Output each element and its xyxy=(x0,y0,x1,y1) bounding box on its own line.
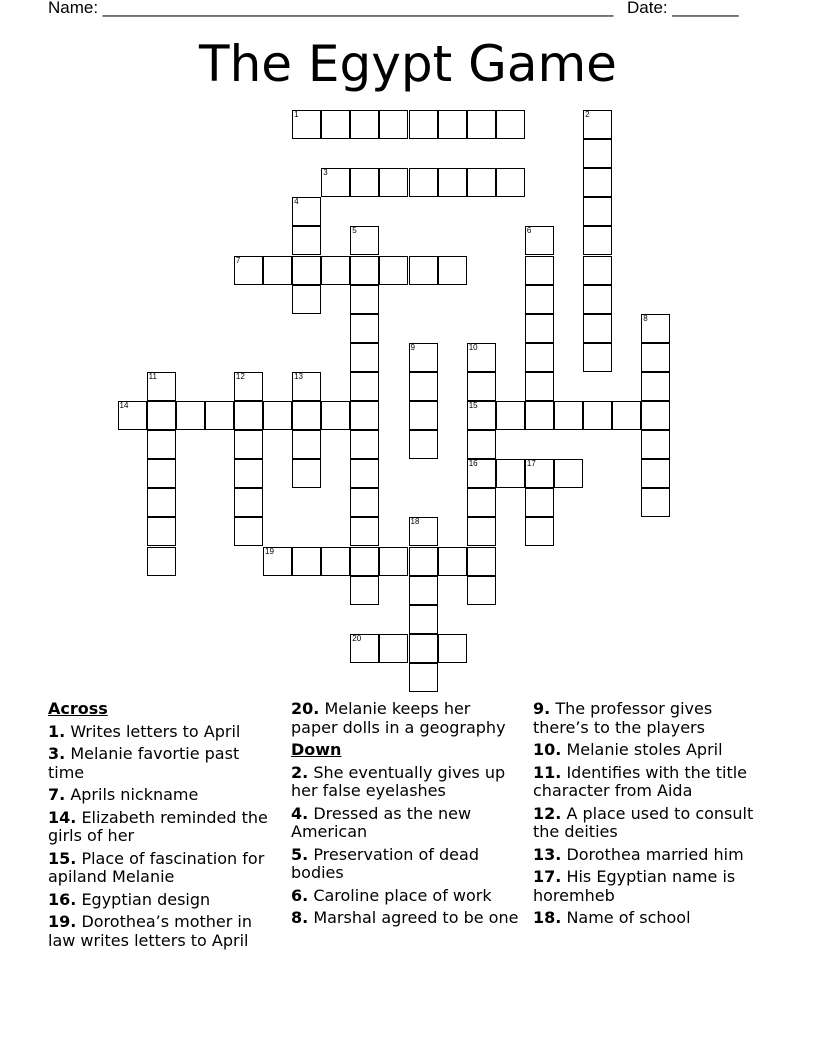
clue-across-3: 3. Melanie favortie past time xyxy=(48,744,240,782)
clue-number: 10 xyxy=(468,342,478,352)
crossword-cell[interactable] xyxy=(292,256,321,285)
crossword-cell[interactable] xyxy=(321,110,350,139)
crossword-cell[interactable] xyxy=(321,401,350,430)
crossword-cell[interactable] xyxy=(583,285,612,314)
clue-number: 18 xyxy=(410,517,420,527)
crossword-cell[interactable] xyxy=(467,401,496,430)
crossword-cell[interactable] xyxy=(583,343,612,372)
clue-down-2: 2. She eventually gives up her false eyelashes xyxy=(291,762,506,800)
crossword-cell[interactable] xyxy=(147,517,176,546)
crossword-cell[interactable] xyxy=(496,168,525,197)
crossword-cell[interactable] xyxy=(467,372,496,401)
crossword-cell[interactable] xyxy=(350,343,379,372)
crossword-cell[interactable] xyxy=(350,110,379,139)
clue-number: 5 xyxy=(352,226,357,236)
clue-number: 14 xyxy=(119,401,129,410)
crossword-cell[interactable] xyxy=(467,110,496,139)
crossword-cell[interactable] xyxy=(409,256,438,285)
crossword-cell[interactable] xyxy=(583,314,612,343)
crossword-cell[interactable] xyxy=(467,576,496,605)
crossword-cell[interactable] xyxy=(583,256,612,285)
crossword-cell[interactable] xyxy=(350,634,379,663)
across-heading: Across xyxy=(48,699,108,718)
clue-number: 1 xyxy=(294,110,299,119)
crossword-cell[interactable] xyxy=(438,547,467,576)
crossword-cell[interactable] xyxy=(525,517,554,546)
clue-across-7: 7. Aprils nickname xyxy=(48,785,199,804)
crossword-cell[interactable] xyxy=(350,256,379,285)
crossword-cell[interactable] xyxy=(321,256,350,285)
clue-down-8: 8. Marshal agreed to be one xyxy=(291,908,519,927)
crossword-cell[interactable] xyxy=(234,372,263,401)
crossword-cell[interactable] xyxy=(379,547,408,576)
clues-column-3 xyxy=(533,700,763,932)
crossword-cell[interactable] xyxy=(379,634,408,663)
clue-across-14: 14. Elizabeth reminded the girls of her xyxy=(48,807,268,845)
crossword-cell[interactable] xyxy=(612,401,641,430)
clue-down-4: 4. Dressed as the new American xyxy=(291,803,472,841)
clue-number: 8 xyxy=(643,313,648,323)
crossword-cell[interactable] xyxy=(467,547,496,576)
crossword-cell[interactable] xyxy=(641,459,670,488)
crossword-cell[interactable] xyxy=(409,401,438,430)
crossword-cell[interactable] xyxy=(409,430,438,459)
crossword-cell[interactable] xyxy=(350,226,379,255)
crossword-cell[interactable] xyxy=(583,110,612,139)
clue-number: 9 xyxy=(410,342,415,352)
crossword-cell[interactable] xyxy=(409,343,438,372)
crossword-cell[interactable] xyxy=(147,488,176,517)
crossword-cell[interactable] xyxy=(409,576,438,605)
clue-down-18: 18. Name of school xyxy=(533,908,691,927)
clue-across-16: 16. Egyptian design xyxy=(48,889,211,909)
crossword-cell[interactable] xyxy=(438,110,467,139)
crossword-cell[interactable] xyxy=(525,459,554,488)
crossword-cell[interactable] xyxy=(409,663,438,692)
crossword-cell[interactable] xyxy=(263,547,292,576)
crossword-cell[interactable] xyxy=(234,488,263,517)
clue-number: 11 xyxy=(148,371,157,381)
crossword-cell[interactable] xyxy=(350,576,379,605)
crossword-cell[interactable] xyxy=(554,459,583,488)
crossword-cell[interactable] xyxy=(496,110,525,139)
crossword-cell[interactable] xyxy=(147,547,176,576)
clue-across-20: 20. Melanie keeps her paper dolls in a geography xyxy=(291,699,506,737)
crossword-cell[interactable] xyxy=(292,401,321,430)
crossword-cell[interactable] xyxy=(350,547,379,576)
clues-column-2 xyxy=(291,700,521,932)
crossword-cell[interactable] xyxy=(234,430,263,459)
clue-number: 15 xyxy=(468,401,478,410)
crossword-cell[interactable] xyxy=(467,517,496,546)
crossword-cell[interactable] xyxy=(234,401,263,430)
crossword-cell[interactable] xyxy=(438,634,467,663)
crossword-cell[interactable] xyxy=(321,168,350,197)
crossword-cell[interactable] xyxy=(583,401,612,430)
crossword-cell[interactable] xyxy=(350,314,379,343)
crossword-cell[interactable] xyxy=(583,168,612,197)
crossword-cell[interactable] xyxy=(641,314,670,343)
crossword-cell[interactable] xyxy=(205,401,234,430)
crossword-cell[interactable] xyxy=(292,459,321,488)
crossword-cell[interactable] xyxy=(292,226,321,255)
crossword-cell[interactable] xyxy=(350,517,379,546)
crossword-cell[interactable] xyxy=(409,547,438,576)
down-heading: Down xyxy=(291,740,342,759)
crossword-cell[interactable] xyxy=(467,430,496,459)
crossword-cell[interactable] xyxy=(525,226,554,255)
crossword-cell[interactable] xyxy=(525,488,554,517)
crossword-cell[interactable] xyxy=(292,430,321,459)
clue-number: 6 xyxy=(526,226,532,236)
crossword-cell[interactable] xyxy=(525,285,554,314)
crossword-cell[interactable] xyxy=(409,634,438,663)
crossword-cell[interactable] xyxy=(234,256,263,285)
crossword-cell[interactable] xyxy=(234,517,263,546)
crossword-cell[interactable] xyxy=(350,401,379,430)
clue-across-15: 15. Place of fascination for apiland Melanie xyxy=(48,848,265,886)
crossword-cell[interactable] xyxy=(583,226,612,255)
clue-number: 7 xyxy=(235,255,241,265)
crossword-cell[interactable] xyxy=(379,110,408,139)
crossword-cell[interactable] xyxy=(147,401,176,430)
clue-down-11: 11. Identifies with the title character from Aida xyxy=(533,762,748,800)
clue-down-6: 6. Caroline place of work xyxy=(291,885,492,905)
crossword-cell[interactable] xyxy=(409,110,438,139)
crossword-cell[interactable] xyxy=(409,517,438,546)
crossword-cell[interactable] xyxy=(467,168,496,197)
page-title: The Egypt Game xyxy=(199,35,617,93)
name-field-label: Name: ______________________________________________________ xyxy=(48,0,614,17)
clue-number: 17 xyxy=(526,459,536,469)
crossword-cell[interactable] xyxy=(292,547,321,576)
crossword-cell[interactable] xyxy=(583,197,612,226)
crossword-cell[interactable] xyxy=(641,401,670,430)
crossword-cell[interactable] xyxy=(147,372,176,401)
crossword-cell[interactable] xyxy=(176,401,205,430)
clue-across-1: 1. Writes letters to April xyxy=(48,721,241,741)
clue-down-13: 13. Dorothea married him xyxy=(533,844,744,864)
crossword-cell[interactable] xyxy=(554,401,583,430)
clue-down-17: 17. His Egyptian name is horemheb xyxy=(533,867,736,905)
crossword-cell[interactable] xyxy=(350,459,379,488)
crossword-cell[interactable] xyxy=(147,459,176,488)
crossword-cell[interactable] xyxy=(496,459,525,488)
crossword-cell[interactable] xyxy=(467,488,496,517)
clue-number: 2 xyxy=(585,110,590,119)
crossword-cell[interactable] xyxy=(641,488,670,517)
crossword-cell[interactable] xyxy=(350,372,379,401)
clue-across-19: 19. Dorothea’s mother in law writes letters to April xyxy=(48,912,253,950)
clue-number: 4 xyxy=(294,197,299,207)
crossword-cell[interactable] xyxy=(350,168,379,197)
crossword-cell[interactable] xyxy=(496,401,525,430)
crossword-cell[interactable] xyxy=(525,372,554,401)
crossword-cell[interactable] xyxy=(350,430,379,459)
crossword-cell[interactable] xyxy=(409,168,438,197)
crossword-cell[interactable] xyxy=(467,343,496,372)
clue-number: 3 xyxy=(323,168,328,178)
clue-number: 12 xyxy=(235,371,245,381)
crossword-cell[interactable] xyxy=(525,314,554,343)
crossword-cell[interactable] xyxy=(292,110,321,139)
crossword-cell[interactable] xyxy=(409,372,438,401)
crossword-cell[interactable] xyxy=(263,256,292,285)
clue-down-9: 9. The professor gives there’s to the players xyxy=(533,699,713,737)
clue-down-5: 5. Preservation of dead bodies xyxy=(291,844,479,882)
clue-number: 13 xyxy=(294,371,303,381)
date-field-label: Date: _______ xyxy=(627,0,739,17)
crossword-cell[interactable] xyxy=(641,430,670,459)
crossword-cell[interactable] xyxy=(525,256,554,285)
crossword-cell[interactable] xyxy=(118,401,147,430)
crossword-cell[interactable] xyxy=(234,459,263,488)
crossword-cell[interactable] xyxy=(292,372,321,401)
crossword-cell[interactable] xyxy=(641,372,670,401)
clues-column-1 xyxy=(48,700,278,954)
crossword-cell[interactable] xyxy=(525,343,554,372)
crossword-cell[interactable] xyxy=(292,197,321,226)
crossword-cell[interactable] xyxy=(641,343,670,372)
crossword-cell[interactable] xyxy=(350,488,379,517)
clue-number: 19 xyxy=(265,546,274,556)
crossword-cell[interactable] xyxy=(438,168,467,197)
crossword-cell[interactable] xyxy=(147,430,176,459)
crossword-cell[interactable] xyxy=(409,605,438,634)
clue-number: 20 xyxy=(352,633,362,643)
crossword-cell[interactable] xyxy=(525,401,554,430)
crossword-cell[interactable] xyxy=(583,139,612,168)
crossword-cell[interactable] xyxy=(438,256,467,285)
crossword-cell[interactable] xyxy=(379,256,408,285)
crossword-cell[interactable] xyxy=(321,547,350,576)
crossword-cell[interactable] xyxy=(379,168,408,197)
crossword-cell[interactable] xyxy=(467,459,496,488)
crossword-cell[interactable] xyxy=(350,285,379,314)
clue-down-12: 12. A place used to consult the deities xyxy=(533,803,754,841)
clue-down-10: 10. Melanie stoles April xyxy=(533,740,723,759)
clue-number: 16 xyxy=(468,459,478,469)
crossword-cell[interactable] xyxy=(292,285,321,314)
crossword-cell[interactable] xyxy=(263,401,292,430)
